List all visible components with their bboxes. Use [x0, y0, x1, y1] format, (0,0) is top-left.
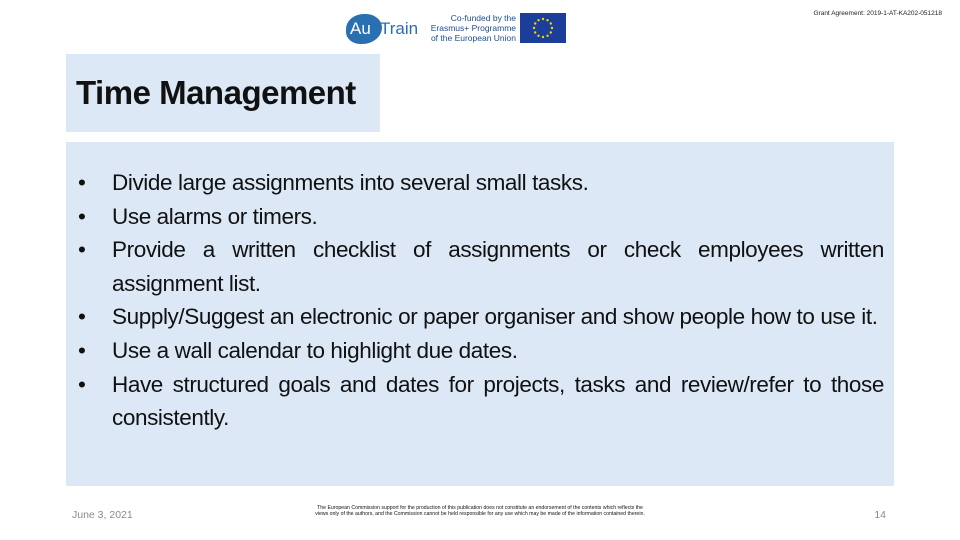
eu-star-icon	[551, 27, 553, 29]
bullet-text: Supply/Suggest an electronic or paper organiser and show people how to use it.	[112, 304, 878, 330]
bullet-item	[76, 334, 884, 368]
autrain-logo-train: Train	[380, 19, 419, 38]
content-box	[66, 142, 894, 486]
bullet-icon: •	[78, 170, 86, 195]
cofunded-text	[422, 13, 516, 43]
bullet-icon: •	[78, 237, 86, 263]
eu-star-icon	[533, 27, 535, 29]
bullet-text: Divide large assignments into several small tasks.	[112, 170, 589, 195]
bullet-item	[76, 200, 884, 234]
bullet-item	[76, 166, 884, 200]
eu-star-icon	[534, 22, 536, 24]
bullet-text: Use a wall calendar to highlight due dates.	[112, 337, 518, 363]
cofunded-line: Co-funded by the	[450, 13, 516, 23]
eu-star-icon	[550, 22, 552, 24]
eu-flag-icon	[520, 13, 566, 43]
footer-disclaimer: The European Commission support for the production of this publication does not constitute an endorsement of the contents which reflects the views only of the authors, and the Commission cannot be held responsible for any use which may be made of the information contained therein.	[315, 505, 645, 518]
page-number: 14	[874, 509, 886, 521]
bullet-text: Have structured goals and dates for projects, tasks and review/refer to those consistently.	[112, 371, 884, 431]
bullet-icon: •	[78, 203, 86, 229]
eu-star-icon	[542, 36, 544, 38]
cofunded-line: Erasmus+ Programme	[430, 23, 516, 33]
eu-star-icon	[542, 18, 544, 20]
bullet-item	[76, 233, 884, 300]
bullet-icon: •	[78, 337, 86, 363]
eu-star-icon	[546, 35, 548, 37]
title-box	[66, 54, 380, 132]
bullet-item	[76, 368, 884, 435]
bullet-text: Use alarms or timers.	[112, 203, 318, 229]
footer-date: June 3, 2021	[72, 509, 133, 521]
eu-star-icon	[550, 31, 552, 33]
autrain-logo	[346, 11, 419, 45]
bullet-text: Provide a written checklist of assignments or check employees written assignment list.	[112, 237, 884, 296]
bullet-item	[76, 300, 884, 334]
eu-star-icon	[537, 19, 539, 21]
slide-title: Time Management	[76, 74, 356, 111]
bullet-icon: •	[78, 304, 86, 330]
eu-star-icon	[534, 31, 536, 33]
grant-agreement: Grant Agreement: 2019-1-AT-KA202-051218	[813, 10, 942, 17]
header-logos	[346, 10, 566, 46]
autrain-logo-au: Au	[350, 19, 371, 38]
eu-star-icon	[546, 19, 548, 21]
bullet-icon: •	[78, 371, 86, 397]
eu-star-icon	[537, 35, 539, 37]
cofunded-line: of the European Union	[430, 33, 516, 43]
bullet-list	[76, 166, 884, 435]
